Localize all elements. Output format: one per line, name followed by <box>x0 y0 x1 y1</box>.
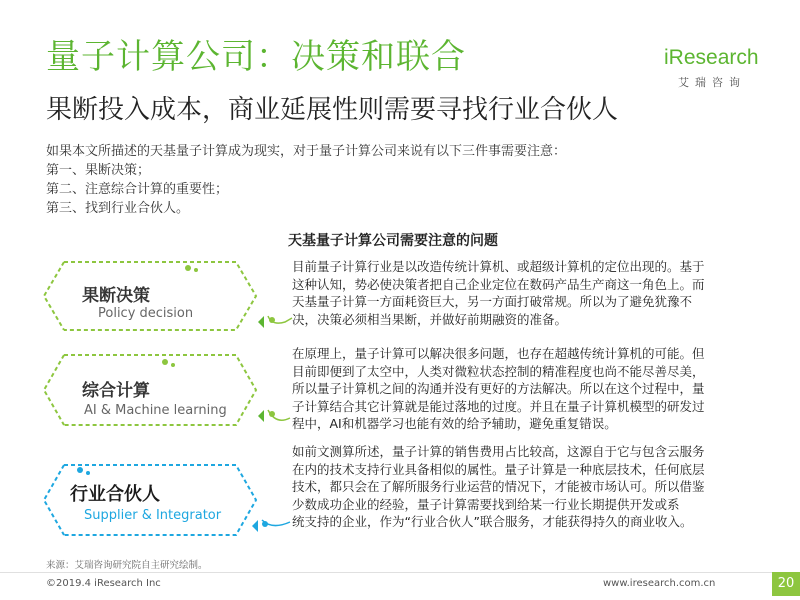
card-1-label: 果断决策 <box>82 286 150 306</box>
logo-brand: iResearch <box>664 46 759 69</box>
card-3-label-en: Supplier & Integrator <box>84 508 222 523</box>
source-note: 来源：艾瑞咨询研究院自主研究绘制。 <box>46 560 208 571</box>
page-number: 20 <box>772 572 800 596</box>
footer-divider <box>0 572 772 573</box>
desc-line: 统支持的企业，作为“行业合伙人”联合服务，才能获得持久的商业收入。 <box>292 514 693 529</box>
triangle-icon <box>258 410 264 422</box>
logo-cn: 艾瑞咨询 <box>678 76 746 89</box>
intro-line: 如果本文所描述的天基量子计算成为现实，对于量子计算公司来说有以下三件事需要注意： <box>46 144 567 159</box>
triangle-icon <box>252 520 258 532</box>
card-3-description <box>292 443 762 531</box>
page-title: 量子计算公司：决策和联合 <box>46 37 466 77</box>
card-1-label-en: Policy decision <box>98 306 194 321</box>
card-2-label-en: AI & Machine learning <box>84 403 227 418</box>
desc-line: 决，决策必须相当果断，并做好前期融资的准备。 <box>292 311 568 327</box>
desc-line: 天基量子计算一方面耗资巨大，另一方面打破常规。所以为了避免犹豫不 <box>292 294 693 309</box>
card-3-label: 行业合伙人 <box>70 484 160 505</box>
dot-icon <box>86 471 90 475</box>
desc-line: 在内的技术支持行业具备相似的属性。量子计算是一种底层技术，任何底层 <box>292 461 705 477</box>
dot-icon <box>269 411 275 417</box>
website-link[interactable]: www.iresearch.com.cn <box>603 578 716 589</box>
card-2-label: 综合计算 <box>82 381 150 401</box>
dot-icon <box>77 467 83 473</box>
desc-line: 如前文测算所述，量子计算的销售费用占比较高，这源自于它与包含云服务 <box>292 444 705 459</box>
dot-icon <box>262 521 268 527</box>
card-1-description <box>292 258 762 328</box>
desc-line: 在原理上，量子计算可以解决很多问题，也存在超越传统计算机的可能。但 <box>292 346 705 361</box>
desc-line: 程中，AI和机器学习也能有效的给予辅助，避免重复错误。 <box>292 416 617 431</box>
desc-line: 这种认知，势必使决策者把自己企业定位在数码产品生产商这一角色上。而 <box>292 276 705 292</box>
dot-icon <box>185 265 191 271</box>
dot-icon <box>162 359 168 365</box>
dot-icon <box>171 363 175 367</box>
intro-line: 第二、注意综合计算的重要性； <box>46 182 229 197</box>
desc-line: 目前即便到了太空中，人类对微粒状态控制的精准程度也尚不能尽善尽美， <box>292 363 705 379</box>
dot-icon <box>269 317 275 323</box>
dot-icon <box>194 268 198 272</box>
section-title: 天基量子计算公司需要注意的问题 <box>288 233 498 249</box>
desc-line: 技术，都只会在了解所服务行业运营的情况下，才能被市场认可。所以借鉴 <box>292 479 705 494</box>
intro-line: 第一、果断决策； <box>46 163 151 178</box>
desc-line: 目前量子计算行业是以改造传统计算机、或超级计算机的定位出现的。基于 <box>292 259 705 274</box>
card-2-description <box>292 345 762 433</box>
desc-line: 所以量子计算机之间的沟通并没有更好的方法解决。所以在这个过程中，量 <box>292 381 705 396</box>
desc-line: 子计算结合其它计算就是能过落地的过度。并且在量子计算机模型的研发过 <box>292 398 705 414</box>
copyright: ©2019.4 iResearch Inc <box>46 578 161 589</box>
triangle-icon <box>258 316 264 328</box>
page-subtitle: 果断投入成本，商业延展性则需要寻找行业合伙人 <box>46 95 619 125</box>
intro-line: 第三、找到行业合伙人。 <box>46 201 190 216</box>
desc-line: 少数成功企业的经验，量子计算需要找到给某一行业长期提供开发或系 <box>292 496 680 512</box>
